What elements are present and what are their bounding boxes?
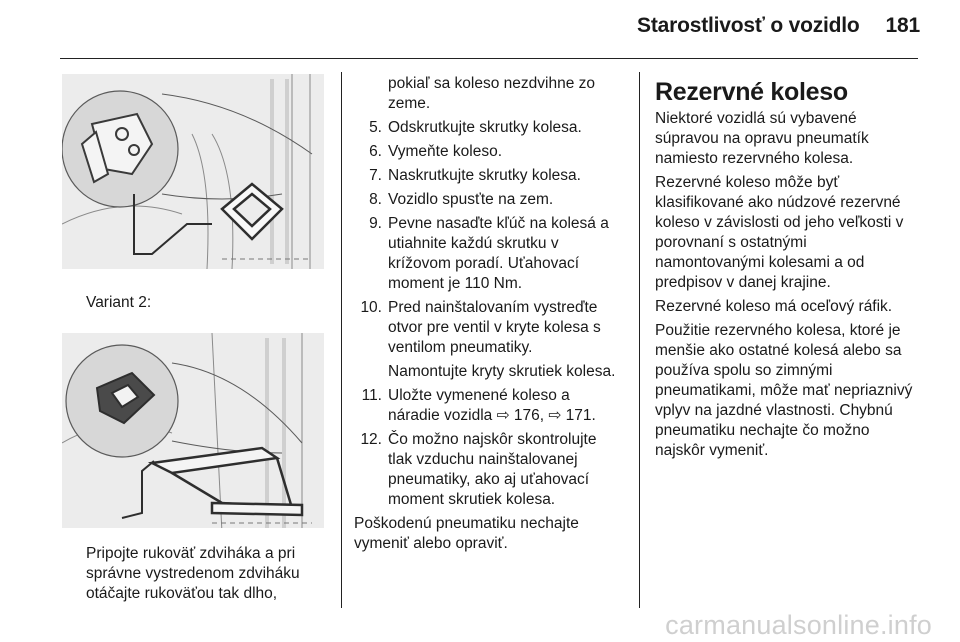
step-number: 5. [369, 119, 382, 136]
text-line: Niektoré vozidlá sú vybavené [655, 110, 857, 127]
text-line: klasifikované ako núdzové rezervné [655, 194, 901, 211]
text-line: pneumatikami, môže mať nepriaznivý [655, 382, 913, 399]
body-paragraph [655, 109, 931, 169]
step-list-continued [354, 386, 628, 510]
step-number: 9. [369, 215, 382, 232]
step-item [354, 430, 628, 510]
step-text [382, 214, 628, 294]
text-line: namiesto rezervného kolesa. [655, 150, 854, 167]
section-body [655, 109, 931, 461]
column-divider-2 [639, 72, 640, 608]
step-number: 8. [369, 191, 382, 208]
step-item [354, 386, 628, 426]
text-line: pneumatiky, ako aj uťahovací [388, 471, 590, 488]
page-number: 181 [885, 14, 920, 37]
header-rule [60, 58, 918, 59]
damaged-tire-note [354, 514, 628, 554]
text-line: utiahnite každú skrutku v [388, 235, 559, 252]
step-list [354, 118, 628, 358]
left-column [62, 74, 330, 604]
step-item [354, 118, 628, 138]
body-paragraph [655, 321, 931, 461]
figure-caption: Variant 2: [86, 294, 152, 311]
step-number: 12. [360, 431, 382, 448]
step-item [354, 142, 628, 162]
header-title: Starostlivosť o vozidlo [637, 14, 860, 37]
text-line: predpisov v danej krajine. [655, 274, 831, 291]
step-text [382, 386, 628, 426]
scissor-jack-figure-variant-2 [62, 333, 324, 528]
jack-illustration-1 [62, 74, 324, 269]
column-divider-1 [341, 72, 342, 608]
text-line: tlak vzduchu nainštalovanej [388, 451, 578, 468]
text-line: Pripojte rukoväť zdviháka a pri [86, 545, 296, 562]
body-paragraph [655, 173, 931, 293]
step-text [382, 430, 628, 510]
step-number: 6. [369, 143, 382, 160]
text-line: vplyv na jazdné vlastnosti. Chybnú [655, 402, 893, 419]
text-line: ventilom pneumatiky. [388, 339, 533, 356]
right-column [655, 78, 931, 465]
text-line: Pevne nasaďte kľúč na kolesá a [388, 215, 609, 232]
text-line: Naskrutkujte skrutky kolesa. [388, 167, 581, 184]
text-line: moment je 110 Nm. [388, 275, 523, 292]
step-text [382, 190, 628, 210]
text-line: porovnaní s ostatnými [655, 234, 807, 251]
text-line: otvor pre ventil v kryte kolesa s [388, 319, 601, 336]
step-text [382, 142, 628, 162]
text-line: koleso v závislosti od jeho veľkosti v [655, 214, 904, 231]
step-item [354, 190, 628, 210]
section-heading: Rezervné koleso [655, 78, 848, 106]
text-line: pneumatiku nechajte čo možno [655, 422, 870, 439]
step-number: 11. [361, 387, 382, 404]
text-line: Vozidlo spusťte na zem. [388, 191, 554, 208]
text-line: správne vystredenom zdviháku [86, 565, 300, 582]
text-line: namontovanými kolesami a od [655, 254, 865, 271]
step-continuation [354, 74, 628, 114]
text-line: súpravou na opravu pneumatík [655, 130, 869, 147]
text-line: menšie ako ostatné kolesá alebo sa [655, 342, 902, 359]
text-line: zeme. [388, 95, 431, 112]
text-line: náradie vozidla ⇨ 176, ⇨ 171. [388, 407, 596, 424]
text-line: používa spolu so zimnými [655, 362, 833, 379]
text-line: Rezervné koleso má oceľový ráfik. [655, 298, 893, 315]
step-number: 7. [369, 167, 382, 184]
body-paragraph [655, 297, 931, 317]
text-line: Čo možno najskôr skontrolujte [388, 431, 597, 448]
step-text [382, 298, 628, 358]
jack-instruction-paragraph [62, 544, 330, 604]
text-line: Poškodenú pneumatiku nechajte [354, 515, 579, 532]
jack-illustration-2 [62, 333, 324, 528]
scissor-jack-figure-variant-1 [62, 74, 324, 269]
text-line: Uložte vymenené koleso a [388, 387, 570, 404]
middle-column [354, 74, 628, 554]
step-10-extra: Namontujte kryty skrutiek kolesa. [388, 363, 616, 380]
step-item [354, 166, 628, 186]
text-line: Rezervné koleso môže byť [655, 174, 840, 191]
step-text [382, 118, 628, 138]
text-line: najskôr vymeniť. [655, 442, 769, 459]
text-line: Použitie rezervného kolesa, ktoré je [655, 322, 901, 339]
watermark: carmanualsonline.info [665, 610, 932, 640]
running-header [580, 14, 920, 38]
step-number: 10. [360, 299, 382, 316]
text-line: pokiaľ sa koleso nezdvihne zo [388, 75, 596, 92]
step-item [354, 298, 628, 358]
step-text [382, 166, 628, 186]
text-line: Vymeňte koleso. [388, 143, 503, 160]
text-line: otáčajte rukoväťou tak dlho, [86, 585, 278, 602]
text-line: vymeniť alebo opraviť. [354, 535, 508, 552]
text-line: krížovom poradí. Uťahovací [388, 255, 580, 272]
text-line: moment skrutiek kolesa. [388, 491, 556, 508]
step-item [354, 214, 628, 294]
text-line: Odskrutkujte skrutky kolesa. [388, 119, 582, 136]
text-line: Pred nainštalovaním vystreďte [388, 299, 598, 316]
